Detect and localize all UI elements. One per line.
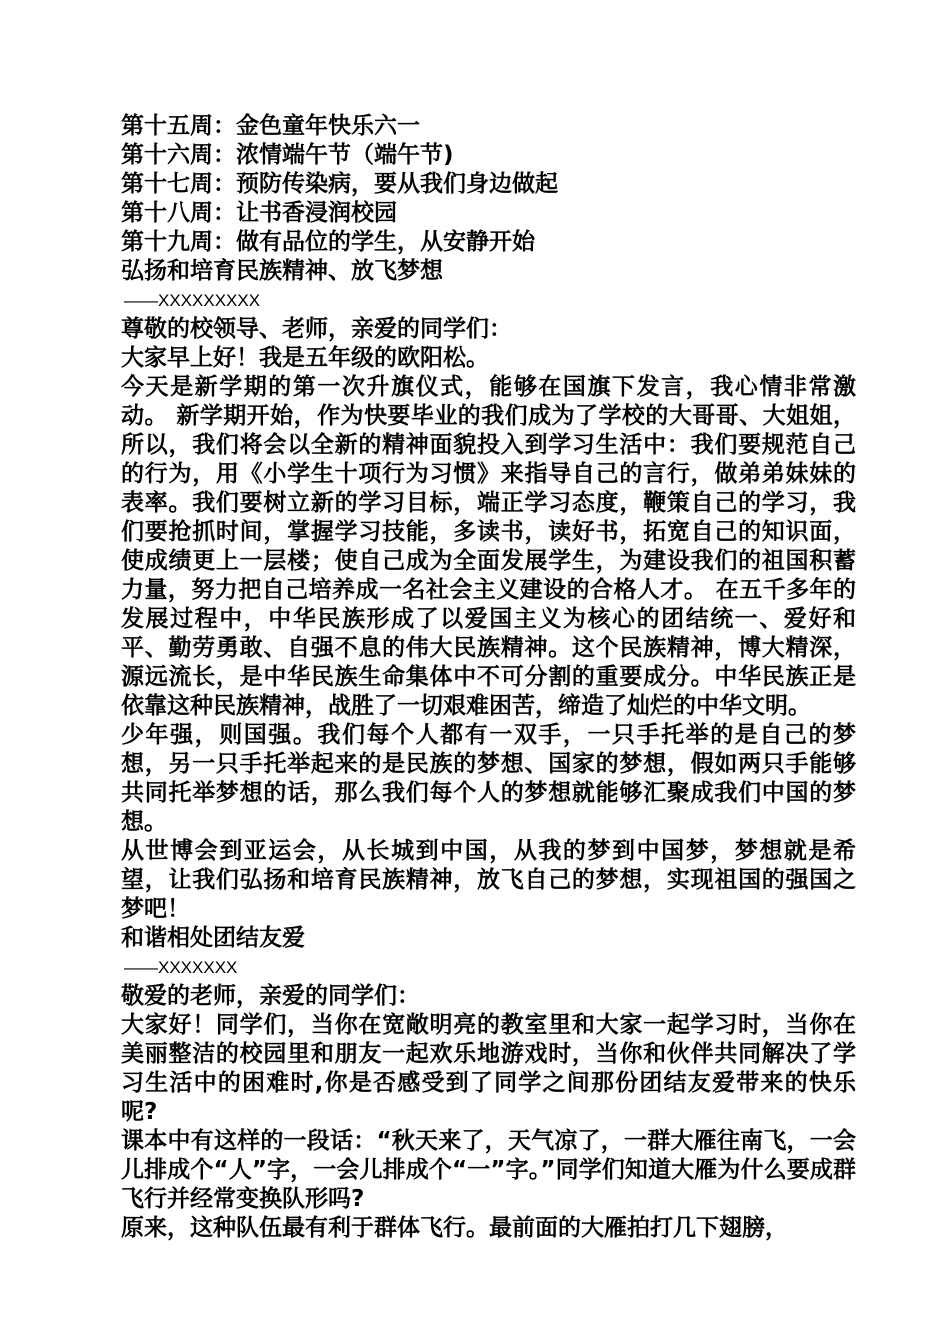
week-17: 第十七周：预防传染病，要从我们身边做起 (121, 171, 558, 197)
speech1-title: 弘扬和培育民族精神、放飞梦想 (121, 258, 443, 284)
speech2-author: ——XXXXXXX (124, 958, 238, 977)
speech2-greeting: 敬爱的老师，亲爱的同学们： (121, 983, 420, 1009)
week-19: 第十九周：做有品位的学生，从安静开始 (121, 229, 535, 255)
speech2-paragraph-3: 原来，这种队伍最有利于群体飞行。最前面的大雁拍打几下翅膀， (121, 1215, 788, 1241)
week-18: 第十八周：让书香浸润校园 (121, 200, 397, 226)
speech1-paragraph-3: 从世博会到亚运会，从长城到中国，从我的梦到中国梦，梦想就是希望，让我们弘扬和培育民族精神，放飞自己的梦想，实现祖国的强国之梦吧！ (121, 838, 856, 922)
speech1-paragraph-2: 少年强，则国强。我们每个人都有一双手，一只手托举的是自己的梦想，另一只手托举起来的是民族的梦想、国家的梦想，假如两只手能够共同托举梦想的话，那么我们每个人的梦想就能够汇聚成我们中国的梦想。 (121, 722, 856, 835)
speech2-paragraph-2: 课本中有这样的一段话：“秋天来了，天气凉了，一群大雁往南飞，一会儿排成个“人”字，一会儿排成个“一”字。”同学们知道大雁为什么要成群飞行并经常变换队形吗? (121, 1128, 856, 1212)
speech1-paragraph-1: 今天是新学期的第一次升旗仪式，能够在国旗下发言，我心情非常激动。 新学期开始，作为快要毕业的我们成为了学校的大哥哥、大姐姐，所以，我们将会以全新的精神面貌投入到学习生活中：我们要规范自己的行为，用《小学生十项行为习惯》来指导自己的言行，做弟弟妹妹的表率。我们要树立新的学习目标，端正学习态度，鞭策自己的学习，我们要抢抓时间，掌握学习技能，多读书，读好书，拓宽自己的知识面，使成绩更上一层楼；使自己成为全面发展学生，为建设我们的祖国积蓄力量，努力把自己培养成一名社会主义建设的合格人才。 在五千多年的发展过程中，中华民族形成了以爱国主义为核心的团结统一、爱好和平、勤劳勇敢、自强不息的伟大民族精神。这个民族精神，博大精深，源远流长，是中华民族生命集体中不可分割的重要成分。中华民族正是依靠这种民族精神，战胜了一切艰难困苦，缔造了灿烂的中华文明。 (121, 374, 856, 719)
week-15: 第十五周：金色童年快乐六一 (121, 113, 420, 139)
speech2-paragraph-1: 大家好！同学们，当你在宽敞明亮的教室里和大家一起学习时，当你在美丽整洁的校园里和朋友一起欢乐地游戏时，当你和伙伴共同解决了学习生活中的困难时,你是否感受到了同学之间那份团结友爱带来的快乐呢? (121, 1012, 856, 1125)
week-16: 第十六周：浓情端午节（端午节) (121, 142, 454, 168)
speech1-greeting: 尊敬的校领导、老师，亲爱的同学们： (121, 316, 512, 342)
speech2-title: 和谐相处团结友爱 (121, 925, 305, 951)
document-page (116, 112, 856, 1243)
speech1-intro: 大家早上好！我是五年级的欧阳松。 (121, 345, 489, 371)
speech1-author: ——XXXXXXXXX (124, 291, 261, 310)
